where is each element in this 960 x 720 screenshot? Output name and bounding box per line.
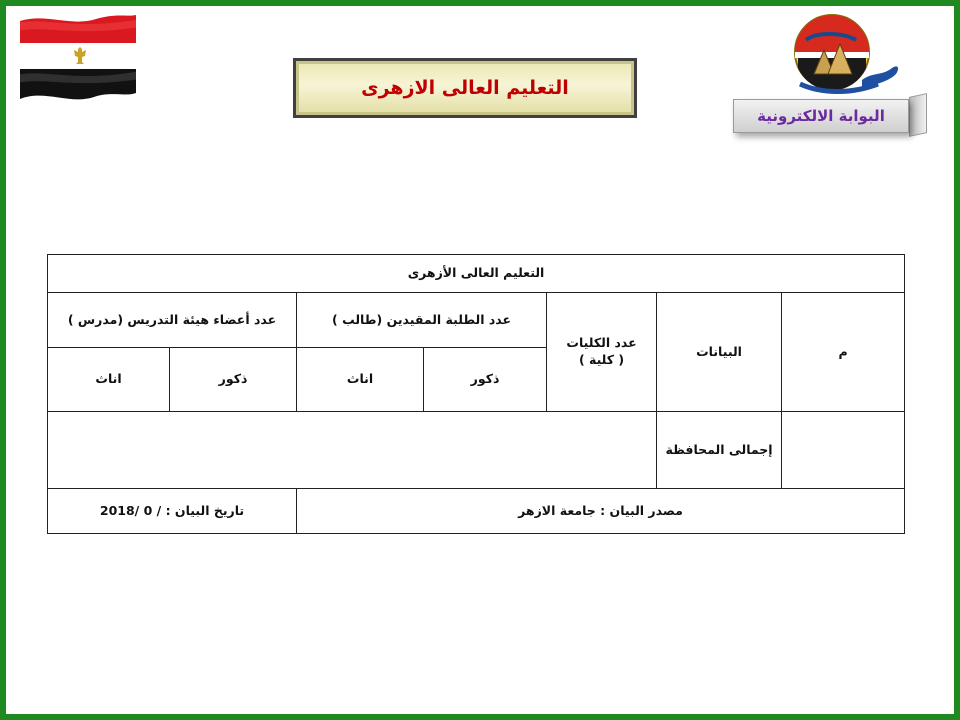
header-colleges (547, 293, 657, 412)
header-students: عدد الطلبة المقيدين (طالب ) (297, 293, 547, 348)
header-students-females: اناث (297, 348, 424, 412)
table-caption-row (48, 255, 905, 293)
header-data: البيانات (657, 293, 782, 412)
governorate-logo-icon (792, 10, 902, 104)
cell-total-label: إجمالى المحافظة (657, 412, 782, 489)
data-date-value: 2018/ 0 / (99, 502, 162, 518)
cell-serial-total (782, 412, 905, 489)
header-staff-males: ذكور (170, 348, 297, 412)
data-date (48, 489, 297, 534)
portal-badge-side (909, 93, 927, 137)
header-staff: عدد أعضاء هيئة التدريس (مدرس ) (48, 293, 297, 348)
page-title: التعليم العالى الازهرى (361, 77, 569, 99)
header-students-males: ذكور (424, 348, 547, 412)
page-title-box (293, 58, 637, 118)
header-colleges-unit: ( كلية ) (578, 352, 625, 367)
header-serial: م (782, 293, 905, 412)
electronic-portal-badge[interactable] (733, 99, 927, 143)
table-header-row (48, 293, 905, 348)
cell-total-values (48, 412, 657, 489)
portal-label: البوابة الالكترونية (757, 107, 885, 125)
table-footer-row (48, 489, 905, 534)
table-row-total (48, 412, 905, 489)
statistics-table-wrapper (47, 254, 905, 534)
header-colleges-count: عدد الكليات (566, 335, 637, 351)
egypt-flag-icon (16, 13, 140, 101)
header-staff-females: اناث (48, 348, 170, 412)
data-source: مصدر البيان : جامعة الازهر (297, 489, 905, 534)
data-date-label: تاريخ البيان : (165, 502, 245, 518)
table-caption: التعليم العالى الأزهرى (48, 255, 905, 293)
statistics-table (47, 254, 905, 534)
